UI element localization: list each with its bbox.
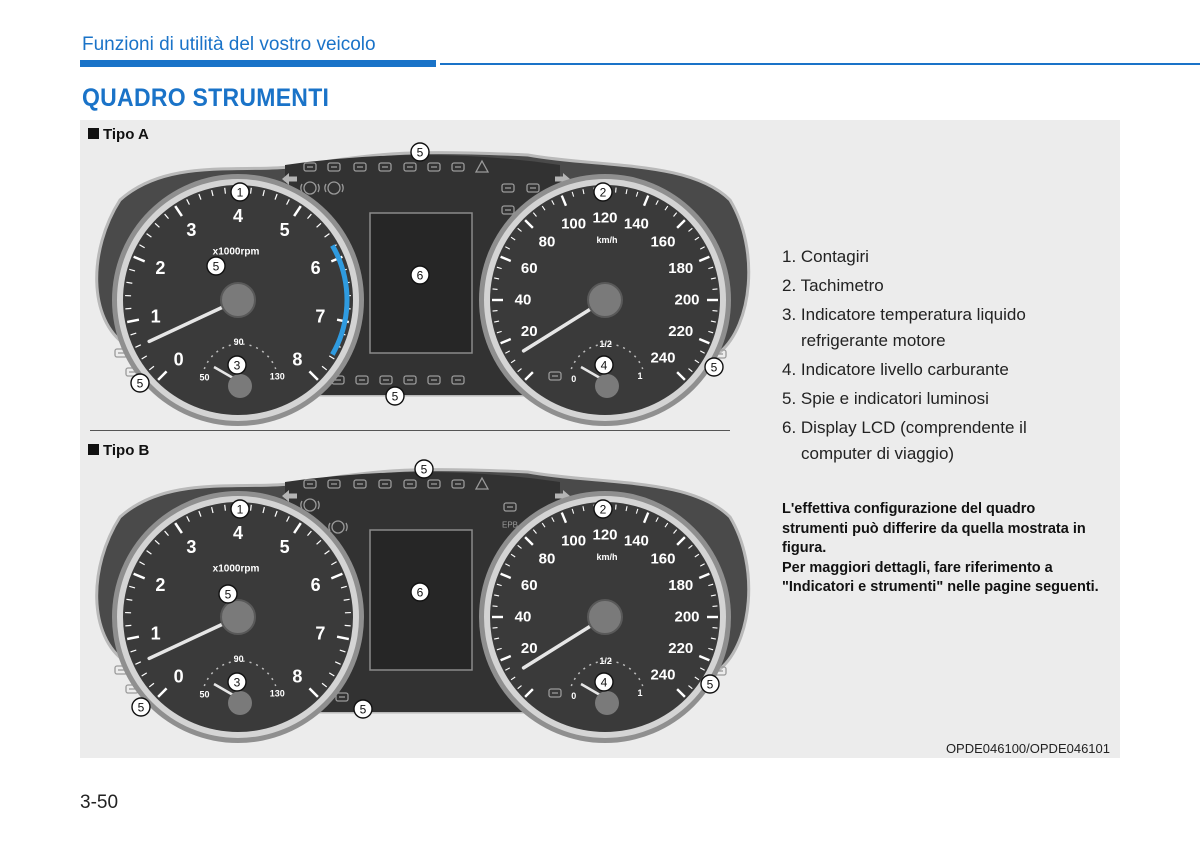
speedometer-tick-label: 220 (668, 639, 694, 657)
callout-number: 5 (224, 587, 232, 602)
speedometer-tick-label: 140 (623, 215, 649, 233)
callout-number: 5 (359, 702, 367, 717)
callout-badge (231, 500, 249, 518)
tachometer-tick-label: 5 (279, 220, 290, 241)
speedometer-tick-label: 60 (520, 577, 538, 595)
figure-divider (90, 430, 730, 431)
callout-badge (386, 387, 404, 405)
tachometer-tick-label: 3 (186, 220, 197, 241)
note-paragraph: Per maggiori dettagli, fare riferimento a "Indicatori e strumenti" nelle pagine seguenti. (782, 559, 1099, 595)
tachometer-tick (251, 188, 252, 194)
callout-badge (415, 460, 433, 478)
callout-badge (219, 585, 237, 603)
callout-badge (701, 675, 719, 693)
temperature-label: 50 (199, 372, 210, 383)
speedometer-tick-label: 200 (674, 608, 700, 626)
callout-number: 6 (416, 268, 424, 283)
configuration-note (782, 500, 1102, 598)
speedometer-gauge (479, 491, 731, 743)
chapter-title: Funzioni di utilità del vostro veicolo (82, 34, 376, 55)
image-code: OPDE046100/OPDE046101 (945, 741, 1110, 756)
temperature-hub (228, 374, 252, 398)
callout-number: 5 (706, 677, 714, 692)
speedometer-unit-label: km/h (596, 552, 618, 562)
tachometer-tick-label: 4 (232, 523, 244, 543)
callout-number: 2 (599, 185, 607, 200)
speedometer-gauge (479, 174, 731, 426)
callout-badge (705, 358, 723, 376)
callout-number: 5 (420, 462, 428, 477)
callout-number: 3 (233, 358, 241, 373)
tachometer-tick-label: 2 (155, 574, 166, 595)
callout-number: 5 (391, 389, 399, 404)
speedometer-tick-label: 160 (650, 550, 676, 568)
callout-badge (132, 698, 150, 716)
fuel-label: 1 (637, 687, 643, 698)
callout-badge (131, 374, 149, 392)
speedometer-tick-label: 100 (561, 215, 587, 233)
callout-number: 1 (236, 185, 244, 200)
tachometer-hub (221, 600, 255, 634)
callout-number: 5 (710, 360, 718, 375)
tachometer-tick-label: 8 (292, 666, 303, 687)
callout-number: 5 (137, 700, 145, 715)
callout-number: 2 (599, 502, 607, 517)
tachometer-tick-label: 1 (150, 623, 161, 644)
speedometer-tick-label: 100 (561, 532, 587, 550)
speedometer-tick-label: 120 (592, 526, 618, 544)
tachometer-tick-label: 2 (155, 257, 166, 278)
callout-badge (594, 183, 612, 201)
legend-item: 5. Spie e indicatori luminosi (782, 389, 989, 408)
callout-number: 5 (136, 376, 144, 391)
tachometer-tick-label: 8 (292, 349, 303, 370)
speedometer-tick-label: 20 (520, 322, 538, 340)
tachometer-tick-label: 1 (150, 306, 161, 327)
epb-indicator-text: EPB (501, 520, 519, 530)
speedometer-tick-label: 40 (514, 608, 532, 626)
fuel-label: 1 (637, 370, 643, 381)
tachometer-tick-label: 3 (186, 537, 197, 558)
tachometer-tick-label: 6 (310, 257, 321, 278)
header-rule-thin (440, 63, 1200, 65)
fuel-label: 0 (571, 373, 577, 384)
fuel-label: 1/2 (599, 339, 612, 350)
temperature-hub (228, 691, 252, 715)
speedometer-tick-label: 220 (668, 322, 694, 340)
callout-number: 3 (233, 675, 241, 690)
callout-badge (228, 356, 246, 374)
callout-badge (207, 257, 225, 275)
speedometer-hub (588, 600, 622, 634)
section-title: QUADRO STRUMENTI (82, 84, 330, 112)
callout-badge (411, 266, 429, 284)
legend-item: 6. Display LCD (comprendente il computer di viaggio) (782, 418, 1027, 463)
temperature-label: 90 (233, 654, 244, 665)
callout-number: 5 (416, 145, 424, 160)
speedometer-tick-label: 240 (650, 666, 676, 684)
legend-item: 1. Contagiri (782, 247, 869, 266)
callout-number: 4 (600, 675, 608, 690)
fuel-label: 1/2 (599, 656, 612, 667)
tachometer-tick-label: 4 (232, 206, 244, 226)
temperature-label: 130 (269, 371, 285, 382)
fuel-label: 0 (571, 690, 577, 701)
callout-badge (594, 500, 612, 518)
tachometer-hub (221, 283, 255, 317)
callout-badge (411, 143, 429, 161)
header-rule-thick (80, 60, 436, 67)
speedometer-tick-label: 180 (668, 260, 694, 278)
callout-number: 1 (236, 502, 244, 517)
speedometer-tick-label: 160 (650, 233, 676, 251)
tipo-a-text: Tipo A (103, 126, 149, 143)
legend-list (782, 244, 1082, 470)
note-paragraph: L'effettiva configurazione del quadro strumenti può differire da quella mostrata in figura. (782, 501, 1086, 556)
speedometer-tick-label: 60 (520, 260, 538, 278)
tachometer-tick-label: 5 (279, 537, 290, 558)
tachometer-tick-label: 0 (173, 666, 184, 687)
fuel-hub (595, 691, 619, 715)
tachometer-unit-label: x1000rpm (212, 563, 260, 575)
legend-item: 3. Indicatore temperatura liquido refrigerante motore (782, 305, 1026, 350)
callout-number: 5 (212, 259, 220, 274)
speedometer-tick-label: 200 (674, 291, 700, 309)
temperature-label: 90 (233, 337, 244, 348)
tipo-b-text: Tipo B (103, 442, 150, 459)
tachometer-tick-label: 7 (315, 306, 326, 327)
tachometer-unit-label: x1000rpm (212, 246, 260, 258)
callout-badge (411, 583, 429, 601)
speedometer-tick-label: 120 (592, 209, 618, 227)
tachometer-gauge (112, 174, 364, 426)
temperature-label: 50 (199, 689, 210, 700)
figure-panel (80, 120, 1120, 758)
speedometer-tick-label: 180 (668, 577, 694, 595)
legend-item: 2. Tachimetro (782, 276, 884, 295)
tipo-a-label (88, 126, 149, 143)
callout-badge (354, 700, 372, 718)
speedometer-tick-label: 140 (623, 532, 649, 550)
page-number: 3-50 (80, 792, 119, 813)
speedometer-tick-label: 20 (520, 639, 538, 657)
callout-badge (231, 183, 249, 201)
tachometer-tick (225, 505, 226, 511)
legend-item: 4. Indicatore livello carburante (782, 360, 1009, 379)
speedometer-tick-label: 40 (514, 291, 532, 309)
speedometer-unit-label: km/h (596, 235, 618, 245)
speedometer-hub (588, 283, 622, 317)
callout-badge (228, 673, 246, 691)
speedometer-tick-label: 240 (650, 349, 676, 367)
tipo-b-label (88, 442, 149, 459)
tachometer-tick (225, 188, 226, 194)
callout-badge (595, 673, 613, 691)
speedometer-tick-label: 80 (538, 233, 556, 251)
speedometer-tick-label: 80 (538, 550, 556, 568)
fuel-hub (595, 374, 619, 398)
callout-badge (595, 356, 613, 374)
temperature-label: 130 (269, 688, 285, 699)
tachometer-tick (251, 505, 252, 511)
tachometer-tick-label: 0 (173, 349, 184, 370)
callout-number: 6 (416, 585, 424, 600)
tachometer-tick-label: 6 (310, 574, 321, 595)
tachometer-tick-label: 7 (315, 623, 326, 644)
callout-number: 4 (600, 358, 608, 373)
